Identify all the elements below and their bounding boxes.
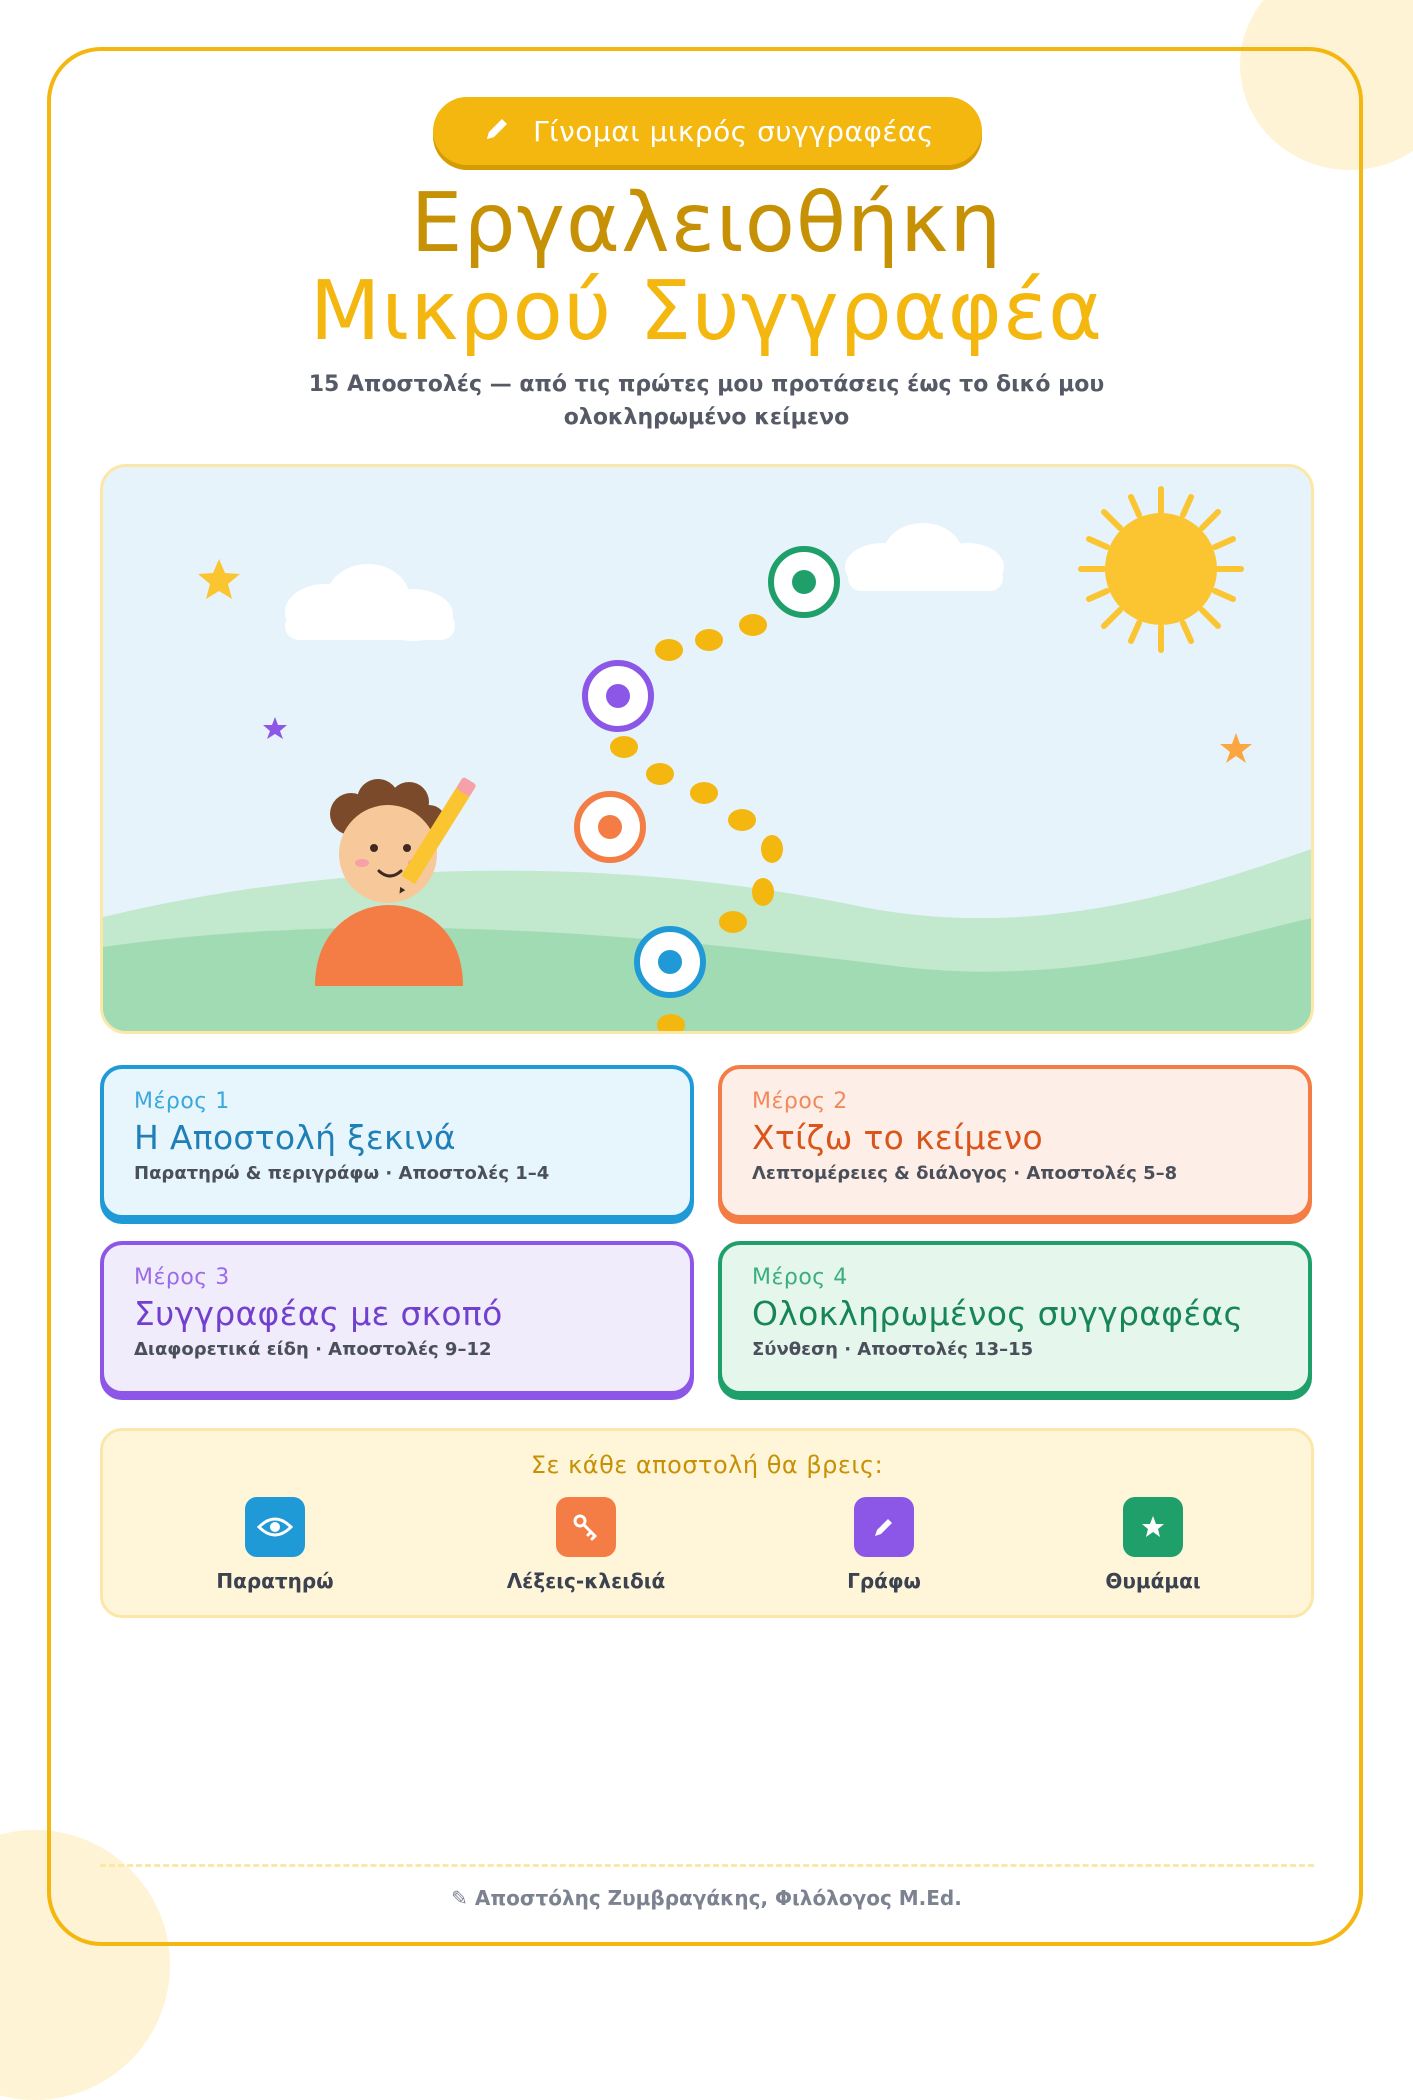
hero-illustration <box>100 464 1314 1034</box>
marker-blue <box>637 929 703 995</box>
pencil-icon <box>481 113 513 149</box>
part-card-1[interactable] <box>100 1065 694 1219</box>
part-card-3[interactable] <box>100 1241 694 1395</box>
feature-remember <box>1053 1497 1253 1593</box>
key-icon <box>556 1497 616 1557</box>
feature-remember-label: Θυμάμαι <box>1105 1569 1201 1593</box>
subject-badge <box>433 97 982 165</box>
part-2-label: Μέρος 2 <box>752 1089 848 1114</box>
feature-keywords-label: Λέξεις-κλειδιά <box>506 1569 666 1593</box>
star-purple <box>263 717 287 739</box>
star-yellow <box>198 559 240 599</box>
pencil-icon <box>854 1497 914 1557</box>
feature-write-label: Γράφω <box>847 1569 921 1593</box>
marker-purple <box>585 663 651 729</box>
part-3-label: Μέρος 3 <box>134 1265 230 1290</box>
part-card-2[interactable] <box>718 1065 1312 1219</box>
page-title-line-2: Μικρού Συγγραφέα <box>309 264 1104 359</box>
mission-features-box <box>100 1428 1314 1618</box>
part-1-description: Παρατηρώ & περιγράφω · Αποστολές 1–4 <box>134 1163 550 1184</box>
part-2-description: Λεπτομέρειες & διάλογος · Αποστολές 5–8 <box>752 1163 1178 1184</box>
part-4-description: Σύνθεση · Αποστολές 13–15 <box>752 1339 1034 1360</box>
star-orange <box>1220 733 1252 763</box>
part-1-label: Μέρος 1 <box>134 1089 230 1114</box>
marker-orange <box>577 794 643 860</box>
badge-label: Γίνομαι μικρός συγγραφέας <box>533 114 934 148</box>
features-title: Σε κάθε αποστολή θα βρεις: <box>530 1451 884 1479</box>
part-4-title: Ολοκληρωμένος συγγραφέας <box>752 1294 1244 1333</box>
part-card-4[interactable] <box>718 1241 1312 1395</box>
marker-green <box>771 549 837 615</box>
part-4-label: Μέρος 4 <box>752 1265 848 1290</box>
author-credit: ✎ Αποστόλης Ζυμβραγάκης, Φιλόλογος M.Ed. <box>451 1886 962 1910</box>
cloud-left <box>285 564 455 641</box>
sun <box>1081 489 1241 650</box>
part-3-title: Συγγραφέας με σκοπό <box>134 1294 503 1333</box>
part-1-title: Η Αποστολή ξεκινά <box>134 1118 456 1157</box>
footer-divider <box>100 1864 1314 1867</box>
eye-icon <box>245 1497 305 1557</box>
cloud-right <box>845 523 1004 591</box>
part-3-description: Διαφορετικά είδη · Αποστολές 9–12 <box>134 1339 492 1360</box>
part-2-title: Χτίζω το κείμενο <box>752 1118 1043 1157</box>
feature-observe <box>175 1497 375 1593</box>
feature-keywords <box>486 1497 686 1593</box>
page-title-line-1: Εργαλειοθήκη <box>410 176 1003 271</box>
star-icon <box>1123 1497 1183 1557</box>
feature-write <box>784 1497 984 1593</box>
feature-observe-label: Παρατηρώ <box>216 1569 334 1593</box>
page-subtitle: 15 Αποστολές — από τις πρώτες μου προτάσεις έως το δικό μου ολοκληρωμένο κείμενο <box>308 372 1105 430</box>
